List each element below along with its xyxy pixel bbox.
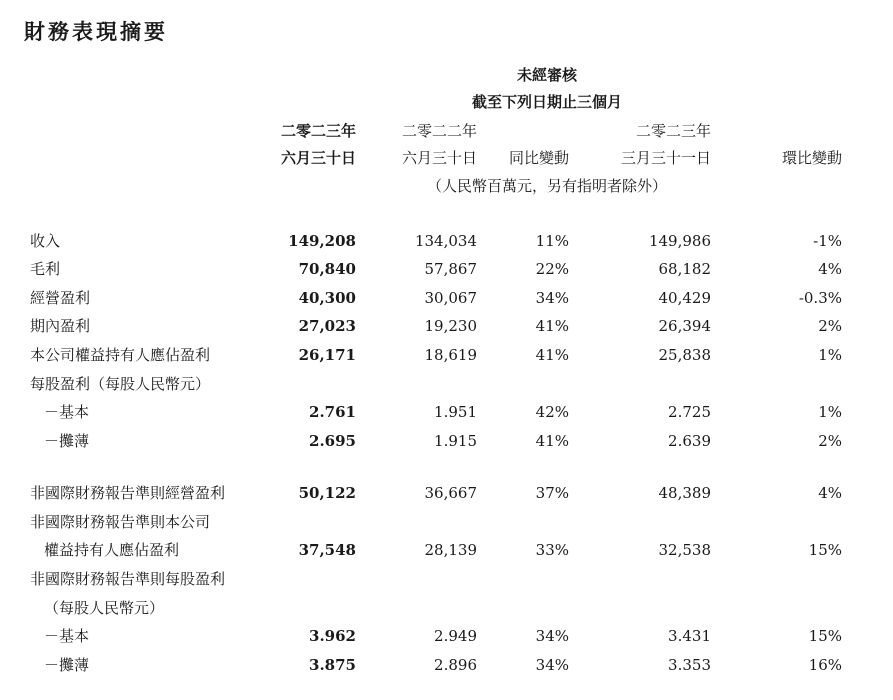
- row-value-col2: 1.915: [434, 432, 477, 450]
- row-value-col3: 34%: [535, 289, 569, 307]
- row-value-col2: 18,619: [424, 346, 477, 364]
- row-value-col5: 2%: [818, 317, 842, 335]
- row-label: 權益持有人應佔盈利: [44, 541, 180, 559]
- row-value-col5: -0.3%: [798, 289, 842, 307]
- header-period: 截至下列日期止三個月: [471, 93, 623, 111]
- row-value-col2: 2.949: [434, 627, 477, 645]
- row-value-col5: -1%: [813, 232, 842, 250]
- row-value-col3: 22%: [535, 260, 569, 278]
- row-label: 非國際財務報告準則本公司: [30, 513, 211, 531]
- page-title: 財務表現摘要: [24, 20, 168, 44]
- row-value-col1: 27,023: [298, 317, 356, 335]
- row-value-col3: 33%: [535, 541, 569, 559]
- row-value-col5: 2%: [818, 432, 842, 450]
- row-value-col2: 28,139: [424, 541, 477, 559]
- row-value-col1: 37,548: [298, 541, 356, 559]
- row-value-col2: 2.896: [434, 656, 477, 674]
- row-value-col2: 1.951: [434, 403, 477, 421]
- unit-note: （人民幣百萬元，另有指明者除外）: [426, 177, 668, 195]
- row-value-col1: 2.761: [309, 403, 356, 421]
- row-value-col3: 37%: [535, 484, 569, 502]
- row-label: 毛利: [30, 260, 61, 278]
- row-label: 期內盈利: [30, 317, 91, 335]
- row-value-col4: 68,182: [658, 260, 711, 278]
- row-label: 非國際財務報告準則經營盈利: [30, 484, 226, 502]
- table-row: [0, 654, 893, 678]
- table-row: [0, 230, 893, 254]
- row-value-col2: 134,034: [414, 232, 477, 250]
- header-unaudited: 未經審核: [516, 66, 578, 84]
- row-value-col4: 26,394: [658, 317, 711, 335]
- row-value-col4: 149,986: [648, 232, 711, 250]
- table-row: [0, 625, 893, 649]
- row-value-col5: 1%: [818, 346, 842, 364]
- row-value-col4: 3.353: [668, 656, 711, 674]
- col2-header-line1: 二零二二年: [401, 122, 477, 140]
- col2-header-line2: 六月三十日: [401, 149, 477, 167]
- row-value-col1: 70,840: [298, 260, 356, 278]
- row-value-col2: 57,867: [424, 260, 477, 278]
- row-value-col3: 41%: [535, 346, 569, 364]
- row-value-col5: 4%: [818, 484, 842, 502]
- row-value-col1: 26,171: [298, 346, 356, 364]
- row-value-col3: 41%: [535, 432, 569, 450]
- row-label: 經營盈利: [30, 289, 91, 307]
- row-label: 每股盈利（每股人民幣元）: [30, 375, 211, 393]
- row-value-col4: 3.431: [668, 627, 711, 645]
- row-value-col4: 48,389: [658, 484, 711, 502]
- row-value-col1: 2.695: [309, 432, 356, 450]
- row-value-col5: 1%: [818, 403, 842, 421]
- col5-header: 環比變動: [781, 149, 842, 167]
- row-label: （每股人民幣元）: [44, 599, 165, 617]
- table-row: [0, 344, 893, 368]
- table-row: [0, 287, 893, 311]
- row-value-col1: 50,122: [298, 484, 356, 502]
- col4-header-line2: 三月三十一日: [620, 149, 711, 167]
- row-value-col5: 16%: [808, 656, 842, 674]
- row-value-col2: 30,067: [424, 289, 477, 307]
- table-row: [0, 568, 893, 592]
- row-value-col4: 32,538: [658, 541, 711, 559]
- table-row: [0, 597, 893, 621]
- row-value-col5: 15%: [808, 627, 842, 645]
- row-label: －基本: [44, 627, 90, 645]
- row-label: －基本: [44, 403, 90, 421]
- row-label: －攤薄: [44, 656, 90, 674]
- row-value-col1: 149,208: [288, 232, 356, 250]
- col1-header-line2: 六月三十日: [280, 149, 356, 167]
- row-label: 本公司權益持有人應佔盈利: [30, 346, 211, 364]
- table-row: [0, 373, 893, 397]
- row-value-col3: 34%: [535, 627, 569, 645]
- row-label: 收入: [30, 232, 61, 250]
- row-value-col4: 2.725: [668, 403, 711, 421]
- table-row: [0, 482, 893, 506]
- row-value-col5: 4%: [818, 260, 842, 278]
- table-row: [0, 539, 893, 563]
- row-value-col1: 3.875: [309, 656, 356, 674]
- table-row: [0, 258, 893, 282]
- row-label: 非國際財務報告準則每股盈利: [30, 570, 226, 588]
- table-row: [0, 511, 893, 535]
- table-row: [0, 315, 893, 339]
- row-value-col1: 3.962: [309, 627, 356, 645]
- row-value-col2: 36,667: [424, 484, 477, 502]
- table-row: [0, 430, 893, 454]
- col3-header: 同比變動: [508, 149, 569, 167]
- col4-header-line1: 二零二三年: [635, 122, 711, 140]
- row-value-col2: 19,230: [424, 317, 477, 335]
- row-value-col4: 40,429: [658, 289, 711, 307]
- row-value-col1: 40,300: [298, 289, 356, 307]
- table-row: [0, 401, 893, 425]
- row-value-col3: 34%: [535, 656, 569, 674]
- row-value-col4: 2.639: [668, 432, 711, 450]
- col1-header-line1: 二零二三年: [280, 122, 356, 140]
- row-value-col3: 11%: [535, 232, 569, 250]
- row-value-col4: 25,838: [658, 346, 711, 364]
- row-label: －攤薄: [44, 432, 90, 450]
- row-value-col3: 42%: [535, 403, 569, 421]
- row-value-col5: 15%: [808, 541, 842, 559]
- row-value-col3: 41%: [535, 317, 569, 335]
